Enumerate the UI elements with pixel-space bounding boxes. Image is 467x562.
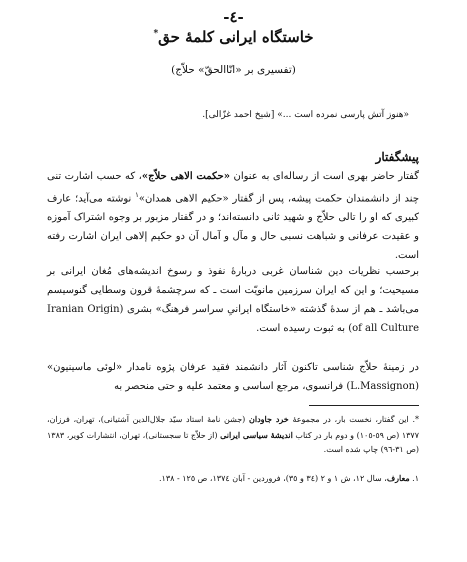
book-title: اندیشۀ سیاسی ایرانی xyxy=(220,429,293,440)
paragraph-text: گفتار حاضر بهری است از رساله‌ای به عنوان xyxy=(230,171,419,182)
footnote-text: (جشن نامۀ استاد سیّد جلال‌الدین آشتیانی)، تهران، فرزان، ١٣٧٧ (ص ٥٩-١٠٥) و دوم بار در کتاب xyxy=(47,415,419,440)
epigraph-attribution: [شیخ احمد غزّالی]. xyxy=(202,110,275,120)
treatise-title: «حکمت الاهی حلاّج» xyxy=(141,171,230,182)
footnote-marker: *. xyxy=(412,415,419,424)
footnote-marker: ١. xyxy=(412,474,419,483)
chapter-title xyxy=(0,28,467,46)
journal-title: معارف xyxy=(386,473,410,483)
chapter-subtitle: (تفسیری بر «انّاالحقّ» حلاّج) xyxy=(171,64,296,76)
epigraph-quote: «هنوز آتش پارسی نمرده است ...» xyxy=(277,110,409,120)
chapter-title-text: خاستگاه ایرانی کلمۀ حق xyxy=(158,28,314,46)
body-paragraph: در زمینۀ حلاّج شناسی تاکنون آثار دانشمند فقید عرفان پژوه نامدار «لوئی ماسینیون» (L.Massignon) فرانسوی، مرجع اساسی و معتمد علیه و حتی منحصر به xyxy=(47,362,419,392)
footnote-divider xyxy=(309,405,419,406)
section-heading: پیشگفتار xyxy=(375,150,419,164)
book-title: خرد جاودان xyxy=(248,414,289,424)
paragraph-text: نوشته می‌آید؛ عارف کبیری که او را تالی حلاّج و شهید ثانی دانسته‌اند؛ و در گفتار مزبور بر وجوه اشتراک آموزه و عقیدت عرفانی و شباهت نسبی حال و مآل و آمال آن دو حکیم إلاهی ایران اشارت رفته است. xyxy=(47,193,419,262)
footnote-reference: ١ xyxy=(135,191,139,199)
footnote xyxy=(47,471,419,487)
footnote xyxy=(47,412,419,458)
paragraph-text: ، که حسب اشارت تنی چند از دانشمندان حکمت پیشه، پس از گفتار «حکیم الاهی همدان» xyxy=(47,171,419,205)
footnote-text: (از حلاّج تا سجستانی)، تهران، انتشارات کویر، ١٣٨٣ (ص ٣١-٩٦) چاپ شده است. xyxy=(47,430,419,454)
chapter-number: -٤- xyxy=(223,8,244,26)
footnote-text: این گفتار، نخست بار، در مجموعۀ xyxy=(288,415,413,424)
title-footnote-mark: * xyxy=(153,29,159,39)
footnote-text: ، سال ١٢، ش ١ و ٢ (٣٤ و ٣٥)، فروردین - آبان ١٣٧٤، ص ١٢٥ - ١٣٨. xyxy=(159,474,387,483)
epigraph xyxy=(49,110,409,120)
body-paragraph xyxy=(47,167,419,265)
body-paragraph: برحسب نظریات دین شناسان غربی دربارۀ نفوذ و رسوخ اندیشه‌های مُغان ایرانی بر مسیحیت؛ و این که ایران سرزمین مانویّت است ـ که سرچشمۀ قرون وسطایی گنوسیسم می‌باشد ـ هم از سدۀ گذشته «خاستگاه ایرانیِ سراسر فرهنگ» بشری (Iranian Origin of all Culture) به ثبوت رسیده است. xyxy=(47,266,419,334)
